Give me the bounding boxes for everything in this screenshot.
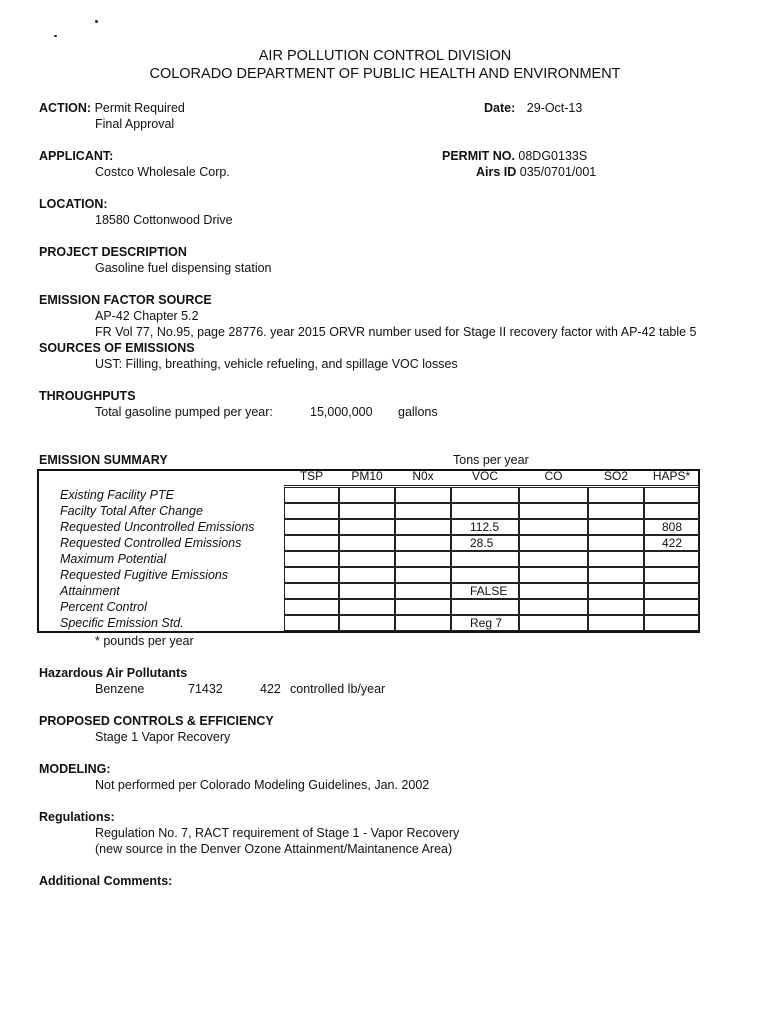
emission-factor-line2: FR Vol 77, No.95, page 28776. year 2015 ORVR number used for Stage II recovery factor with AP-42 table 5 bbox=[95, 325, 697, 339]
table-cell bbox=[451, 503, 519, 519]
regulations-label: Regulations: bbox=[39, 810, 115, 824]
emission-factor-line1: AP-42 Chapter 5.2 bbox=[95, 309, 199, 323]
location-label: LOCATION: bbox=[39, 197, 108, 211]
table-cell bbox=[588, 503, 644, 519]
date-label: Date: bbox=[484, 101, 516, 115]
scan-speck bbox=[95, 20, 98, 23]
table-footnote: * pounds per year bbox=[95, 634, 194, 648]
table-cell bbox=[588, 487, 644, 503]
haps-amount: 422 bbox=[260, 682, 281, 696]
table-cell bbox=[588, 583, 644, 599]
column-header: VOC bbox=[471, 469, 498, 483]
column-header: HAPS* bbox=[652, 469, 691, 483]
haps-unit: controlled lb/year bbox=[290, 682, 386, 696]
table-cell bbox=[339, 615, 395, 631]
row-label: Facilty Total After Change bbox=[60, 504, 203, 518]
table-cell bbox=[519, 599, 588, 615]
table-cell bbox=[644, 583, 699, 599]
table-cell bbox=[339, 551, 395, 567]
project-value: Gasoline fuel dispensing station bbox=[95, 261, 272, 275]
department-title: COLORADO DEPARTMENT OF PUBLIC HEALTH AND ENVIRONMENT bbox=[149, 66, 621, 82]
table-cell bbox=[451, 551, 519, 567]
table-cell bbox=[339, 487, 395, 503]
table-cell bbox=[284, 551, 339, 567]
table-cell: Reg 7 bbox=[451, 615, 519, 631]
table-cell bbox=[284, 599, 339, 615]
table-cell bbox=[395, 551, 451, 567]
permit-value: 08DG0133S bbox=[518, 149, 588, 163]
table-cell bbox=[519, 519, 588, 535]
table-cell bbox=[519, 615, 588, 631]
header-divider bbox=[284, 485, 699, 486]
table-cell bbox=[644, 599, 699, 615]
column-header: N0x bbox=[412, 469, 434, 483]
airs-row bbox=[476, 165, 596, 179]
project-label: PROJECT DESCRIPTION bbox=[39, 245, 187, 259]
airs-label: Airs ID bbox=[476, 165, 517, 179]
table-cell: 808 bbox=[644, 519, 699, 535]
row-label: Percent Control bbox=[60, 600, 147, 614]
permit-label: PERMIT NO. bbox=[442, 149, 515, 163]
emission-summary-label: EMISSION SUMMARY bbox=[39, 453, 168, 467]
table-cell bbox=[395, 567, 451, 583]
row-label: Requested Uncontrolled Emissions bbox=[60, 520, 255, 534]
haps-cas: 71432 bbox=[188, 682, 223, 696]
table-cell bbox=[451, 487, 519, 503]
applicant-value: Costco Wholesale Corp. bbox=[95, 165, 230, 179]
table-cell bbox=[588, 519, 644, 535]
table-cell bbox=[588, 551, 644, 567]
table-cell bbox=[644, 615, 699, 631]
table-cell bbox=[395, 535, 451, 551]
table-cell bbox=[284, 583, 339, 599]
table-cell bbox=[284, 615, 339, 631]
row-label: Attainment bbox=[60, 584, 120, 598]
table-cell bbox=[284, 535, 339, 551]
action-label: ACTION: bbox=[39, 101, 92, 115]
table-cell bbox=[339, 599, 395, 615]
table-cell bbox=[588, 615, 644, 631]
sources-label: SOURCES OF EMISSIONS bbox=[39, 341, 195, 355]
date-row bbox=[484, 101, 582, 115]
comments-label: Additional Comments: bbox=[39, 874, 173, 888]
throughput-amount: 15,000,000 bbox=[310, 405, 373, 419]
applicant-label: APPLICANT: bbox=[39, 149, 114, 163]
modeling-value: Not performed per Colorado Modeling Guidelines, Jan. 2002 bbox=[95, 778, 430, 792]
table-cell bbox=[395, 503, 451, 519]
permit-row bbox=[442, 149, 587, 163]
table-cell bbox=[339, 503, 395, 519]
sources-value: UST: Filling, breathing, vehicle refueling, and spillage VOC losses bbox=[95, 357, 458, 371]
table-cell bbox=[339, 583, 395, 599]
table-cell bbox=[519, 487, 588, 503]
table-cell bbox=[588, 535, 644, 551]
date-value: 29-Oct-13 bbox=[526, 101, 583, 115]
throughput-unit: gallons bbox=[398, 405, 438, 419]
airs-value: 035/0701/001 bbox=[519, 165, 597, 179]
column-header: CO bbox=[544, 469, 563, 483]
table-cell bbox=[339, 519, 395, 535]
action-row bbox=[39, 101, 185, 115]
table-cell bbox=[395, 615, 451, 631]
table-cell: 112.5 bbox=[451, 519, 519, 535]
throughput-item: Total gasoline pumped per year: bbox=[95, 405, 273, 419]
regulations-line2: (new source in the Denver Ozone Attainment/Maintanence Area) bbox=[95, 842, 453, 856]
row-label: Maximum Potential bbox=[60, 552, 167, 566]
location-value: 18580 Cottonwood Drive bbox=[95, 213, 233, 227]
table-cell bbox=[451, 567, 519, 583]
haps-label: Hazardous Air Pollutants bbox=[39, 666, 188, 680]
table-cell bbox=[339, 567, 395, 583]
modeling-label: MODELING: bbox=[39, 762, 111, 776]
emission-units: Tons per year bbox=[453, 453, 529, 467]
table-cell bbox=[284, 567, 339, 583]
table-cell bbox=[588, 599, 644, 615]
scan-speck bbox=[54, 35, 57, 37]
table-cell bbox=[339, 535, 395, 551]
division-title: AIR POLLUTION CONTROL DIVISION bbox=[258, 48, 512, 64]
row-label: Requested Fugitive Emissions bbox=[60, 568, 229, 582]
table-cell bbox=[395, 599, 451, 615]
column-header: TSP bbox=[299, 469, 324, 483]
action-value: Permit Required bbox=[94, 101, 185, 115]
emission-factor-label: EMISSION FACTOR SOURCE bbox=[39, 293, 212, 307]
table-cell bbox=[644, 487, 699, 503]
table-cell bbox=[644, 551, 699, 567]
table-cell bbox=[284, 487, 339, 503]
action-value-2: Final Approval bbox=[95, 117, 175, 131]
table-cell bbox=[644, 567, 699, 583]
table-cell bbox=[519, 503, 588, 519]
table-cell bbox=[284, 519, 339, 535]
table-cell: 422 bbox=[644, 535, 699, 551]
regulations-line1: Regulation No. 7, RACT requirement of Stage 1 - Vapor Recovery bbox=[95, 826, 460, 840]
table-cell bbox=[519, 535, 588, 551]
table-cell: 28.5 bbox=[451, 535, 519, 551]
haps-name: Benzene bbox=[95, 682, 145, 696]
row-label: Specific Emission Std. bbox=[60, 616, 184, 630]
column-header: PM10 bbox=[351, 469, 383, 483]
table-cell bbox=[519, 551, 588, 567]
table-cell bbox=[395, 583, 451, 599]
table-cell bbox=[395, 487, 451, 503]
controls-value: Stage 1 Vapor Recovery bbox=[95, 730, 231, 744]
column-header: SO2 bbox=[603, 469, 628, 483]
table-cell bbox=[588, 567, 644, 583]
table-cell bbox=[395, 519, 451, 535]
table-cell bbox=[451, 599, 519, 615]
throughputs-label: THROUGHPUTS bbox=[39, 389, 136, 403]
table-cell: FALSE bbox=[451, 583, 519, 599]
row-label: Requested Controlled Emissions bbox=[60, 536, 242, 550]
table-cell bbox=[284, 503, 339, 519]
table-cell bbox=[519, 583, 588, 599]
table-cell bbox=[519, 567, 588, 583]
row-label: Existing Facility PTE bbox=[60, 488, 174, 502]
controls-label: PROPOSED CONTROLS & EFFICIENCY bbox=[39, 714, 274, 728]
table-cell bbox=[644, 503, 699, 519]
